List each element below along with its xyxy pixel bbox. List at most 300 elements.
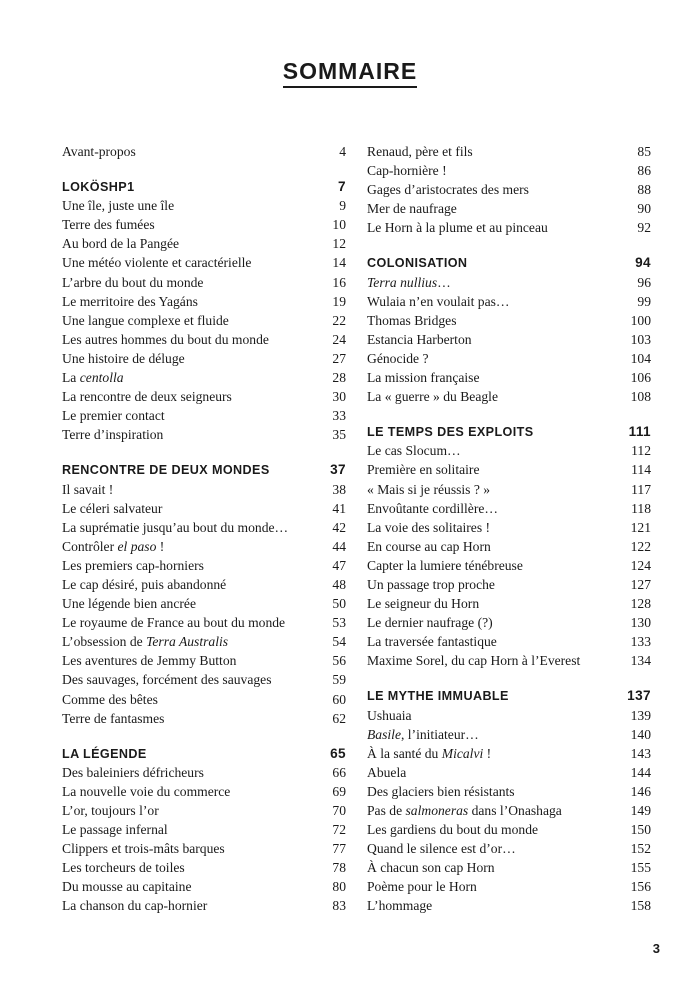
entry-title <box>367 782 515 801</box>
entry-title-part: Cap-hornière ! <box>367 163 447 179</box>
toc-entry <box>367 725 651 744</box>
entry-title <box>62 425 163 444</box>
page-ref: 137 <box>627 688 651 704</box>
toc-entry <box>62 518 346 537</box>
page-ref: 130 <box>630 615 651 631</box>
entry-title <box>367 820 538 839</box>
entry-title <box>367 142 473 161</box>
toc-entry <box>62 801 346 820</box>
entry-title-part: Pas de <box>367 803 406 818</box>
entry-title-part: À la santé du <box>367 745 442 761</box>
entry-title <box>367 556 523 575</box>
toc-entry <box>367 273 651 292</box>
page-ref: 92 <box>637 220 651 236</box>
entry-title <box>62 330 269 349</box>
toc-entry <box>62 709 346 728</box>
toc-entry <box>367 441 651 460</box>
entry-title <box>367 744 491 763</box>
entry-title-part: , l’initiateur… <box>400 726 479 742</box>
page-ref: 35 <box>332 427 346 443</box>
toc-entry <box>62 406 346 425</box>
toc-entry <box>367 330 651 349</box>
page-ref: 144 <box>630 764 651 780</box>
entry-title <box>62 537 164 556</box>
entry-title-part: Estancia Harberton <box>367 331 472 347</box>
entry-title-part: Le dernier naufrage (?) <box>367 615 493 631</box>
toc-entry <box>367 877 651 896</box>
toc-entry <box>62 349 346 368</box>
entry-title-part: À chacun son cap Horn <box>367 860 495 876</box>
entry-title-part: Avant-propos <box>62 144 136 159</box>
toc-left-column <box>62 142 346 916</box>
page-ref: 134 <box>630 653 651 669</box>
page-ref: 44 <box>332 538 346 554</box>
entry-title-part: Première en solitaire <box>367 462 480 478</box>
page-ref: 96 <box>637 274 651 290</box>
toc-entry <box>367 180 651 199</box>
page-ref: 77 <box>332 841 346 857</box>
toc-entry <box>62 142 346 161</box>
page-ref: 33 <box>332 408 346 424</box>
entry-title-part: LA LÉGENDE <box>62 746 147 761</box>
page-ref: 22 <box>332 312 346 328</box>
page-ref: 90 <box>637 201 651 217</box>
toc-entry <box>62 215 346 234</box>
toc-entry <box>62 670 346 689</box>
entry-title-part: Le cas Slocum… <box>367 443 461 459</box>
entry-title-part: Maxime Sorel, du cap Horn à l’Everest <box>367 653 581 669</box>
page-ref: 114 <box>631 462 651 478</box>
toc-entry <box>367 820 651 839</box>
page-ref: 4 <box>339 144 346 159</box>
toc-section-heading <box>367 422 651 441</box>
toc-entry <box>62 273 346 292</box>
page-ref: 41 <box>332 500 346 516</box>
page-ref: 106 <box>630 370 651 386</box>
page-ref: 112 <box>631 443 651 459</box>
toc-entry <box>367 199 651 218</box>
page-ref: 94 <box>635 255 651 271</box>
entry-title-part: Il savait ! <box>62 481 114 497</box>
toc-entry <box>62 330 346 349</box>
entry-title-part: L’hommage <box>367 898 433 914</box>
toc-entry <box>62 613 346 632</box>
toc-entry <box>62 763 346 782</box>
entry-title-part: Un passage trop proche <box>367 576 495 592</box>
toc-entry <box>62 839 346 858</box>
page-ref: 48 <box>332 576 346 592</box>
page-ref: 27 <box>332 350 346 366</box>
entry-title-part: Capter la lumiere ténébreuse <box>367 557 523 573</box>
entry-title-part: Des sauvages, forcément des sauvages <box>62 672 272 688</box>
toc-entry <box>367 801 651 820</box>
page-number: 3 <box>652 941 660 956</box>
toc-entry <box>367 292 651 311</box>
entry-title <box>367 480 490 499</box>
page-ref: 122 <box>630 538 651 554</box>
entry-title-part: Une île, juste une île <box>62 198 175 214</box>
entry-title <box>62 877 191 896</box>
entry-title-part: La suprématie jusqu’au bout du monde… <box>62 519 289 535</box>
entry-title-part: Thomas Bridges <box>367 312 457 328</box>
page-ref: 66 <box>332 764 346 780</box>
entry-title <box>367 349 429 368</box>
page-ref: 117 <box>631 481 651 497</box>
section-title <box>62 745 147 764</box>
page-ref: 16 <box>332 274 346 290</box>
entry-title-part: LE MYTHE IMMUABLE <box>367 689 509 704</box>
toc-entry <box>367 763 651 782</box>
toc-entry <box>367 218 651 237</box>
toc-entry <box>62 234 346 253</box>
entry-title <box>367 180 529 199</box>
entry-title-part: Génocide ? <box>367 350 429 366</box>
entry-title <box>367 311 456 330</box>
entry-title-part: La traversée fantastique <box>367 634 497 650</box>
entry-title <box>367 368 480 387</box>
entry-title-part: La mission française <box>367 370 480 386</box>
entry-title-part: « Mais si je réussis ? » <box>367 481 491 497</box>
entry-title <box>62 575 226 594</box>
entry-title-italic-part: Basile <box>367 726 401 742</box>
page-ref: 139 <box>630 707 651 723</box>
entry-title <box>62 215 155 234</box>
toc-entry <box>367 651 651 670</box>
entry-title <box>367 632 497 651</box>
entry-title <box>62 820 168 839</box>
entry-title <box>62 690 158 709</box>
toc-section-heading <box>62 744 346 763</box>
entry-title <box>367 218 548 237</box>
entry-title-part: Le premier contact <box>62 408 165 424</box>
toc-section-heading <box>62 460 346 479</box>
page-ref: 30 <box>332 389 346 405</box>
page-ref: 100 <box>630 312 651 328</box>
entry-title-part: L’arbre du bout du monde <box>62 274 204 290</box>
section-title <box>62 178 134 197</box>
page-ref: 42 <box>332 519 346 535</box>
section-title <box>62 461 270 480</box>
page-title <box>0 58 700 85</box>
toc-entry <box>367 480 651 499</box>
page-ref: 108 <box>630 389 651 405</box>
toc-entry <box>367 311 651 330</box>
page-ref: 133 <box>630 634 651 650</box>
entry-title-part: Wulaia n’en voulait pas… <box>367 293 510 309</box>
toc-entry <box>367 387 651 406</box>
toc-entry <box>367 460 651 479</box>
entry-title <box>62 406 165 425</box>
entry-title-part: La rencontre de deux seigneurs <box>62 389 232 405</box>
entry-title-part: La chanson du cap-hornier <box>62 898 208 914</box>
entry-title-part: En course au cap Horn <box>367 538 491 554</box>
entry-title-italic-part: el paso <box>117 538 157 554</box>
toc-entry <box>62 425 346 444</box>
entry-title <box>367 499 498 518</box>
entry-title-part: L’obsession de <box>62 634 147 650</box>
entry-title <box>367 330 472 349</box>
entry-title <box>62 556 204 575</box>
entry-title-part: La « guerre » du Beagle <box>367 389 498 405</box>
entry-title <box>62 632 228 651</box>
entry-title <box>62 858 185 877</box>
entry-title <box>367 575 495 594</box>
page-ref: 86 <box>637 163 651 179</box>
toc-section-heading <box>367 253 651 272</box>
entry-title <box>62 518 288 537</box>
toc-entry <box>367 556 651 575</box>
entry-title-part: LOKÖSHP1 <box>62 180 135 195</box>
entry-title-part: Terre des fumées <box>62 217 155 233</box>
toc-section-heading <box>62 177 346 196</box>
page-ref: 56 <box>332 653 346 669</box>
entry-title-part: Les premiers cap-horniers <box>62 557 204 573</box>
page-ref: 12 <box>332 236 346 252</box>
page-ref: 156 <box>630 879 651 895</box>
entry-title-part: Le royaume de France au bout du monde <box>62 615 286 631</box>
page-ref: 7 <box>338 179 346 195</box>
entry-title <box>62 292 198 311</box>
entry-title <box>62 349 185 368</box>
entry-title <box>62 651 236 670</box>
entry-title <box>367 839 516 858</box>
entry-title-part: Les autres hommes du bout du monde <box>62 331 269 347</box>
toc-entry <box>62 480 346 499</box>
entry-title-part: Des baleiniers défricheurs <box>62 764 204 780</box>
page-ref: 37 <box>330 462 346 478</box>
toc-entry <box>367 142 651 161</box>
page-ref: 88 <box>637 182 651 198</box>
section-title <box>367 254 467 273</box>
entry-title-part: Des glaciers bien résistants <box>367 783 515 799</box>
entry-title-part: Du mousse au capitaine <box>62 879 192 895</box>
toc-entry <box>62 292 346 311</box>
toc-entry <box>62 499 346 518</box>
entry-title <box>62 234 179 253</box>
entry-title-part: La <box>62 370 80 386</box>
page-ref: 14 <box>332 255 346 271</box>
page-ref: 72 <box>332 822 346 838</box>
toc-entry <box>62 196 346 215</box>
toc-entry <box>62 253 346 272</box>
entry-title-italic-part: Terra nullius <box>367 274 438 290</box>
toc-entry <box>62 556 346 575</box>
toc-entry <box>367 632 651 651</box>
page-ref: 104 <box>630 350 651 366</box>
toc-entry <box>367 706 651 725</box>
page-ref: 99 <box>637 293 651 309</box>
entry-title-part: Une langue complexe et fluide <box>62 312 229 328</box>
toc-entry <box>367 613 651 632</box>
entry-title <box>62 368 124 387</box>
entry-title-part: Une météo violente et caractérielle <box>62 255 252 271</box>
toc-entry <box>367 537 651 556</box>
entry-title-italic-part: salmoneras <box>405 803 469 818</box>
entry-title-part: Terre de fantasmes <box>62 710 165 726</box>
entry-title <box>367 387 498 406</box>
entry-title-part: Renaud, père et fils <box>367 144 473 159</box>
toc-entry <box>62 368 346 387</box>
entry-title-part: Clippers et trois-mâts barques <box>62 841 225 857</box>
entry-title-part: La nouvelle voie du commerce <box>62 783 231 799</box>
page-ref: 50 <box>332 596 346 612</box>
page-ref: 118 <box>631 500 651 516</box>
entry-title-italic-part: centolla <box>79 370 124 386</box>
page-ref: 47 <box>332 557 346 573</box>
entry-title <box>62 196 174 215</box>
page-ref: 65 <box>330 745 346 761</box>
entry-title <box>62 273 203 292</box>
toc-entry <box>62 896 346 915</box>
entry-title <box>367 763 406 782</box>
page-ref: 60 <box>332 691 346 707</box>
page-ref: 127 <box>630 576 651 592</box>
entry-title <box>62 499 162 518</box>
entry-title <box>367 441 461 460</box>
entry-title-part: Contrôler <box>62 538 118 554</box>
entry-title <box>62 594 196 613</box>
entry-title <box>62 480 113 499</box>
entry-title-part: Abuela <box>367 764 407 780</box>
entry-title-part: dans l’Onashaga <box>468 803 562 818</box>
toc-entry <box>367 839 651 858</box>
entry-title-part: RENCONTRE DE DEUX MONDES <box>62 463 270 478</box>
entry-title-part: Les aventures de Jemmy Button <box>62 653 237 669</box>
entry-title <box>62 709 164 728</box>
entry-title-part: ! <box>156 538 165 554</box>
page-ref: 121 <box>630 519 651 535</box>
page-ref: 150 <box>630 822 651 838</box>
entry-title-part: … <box>437 274 451 290</box>
page-ref: 24 <box>332 331 346 347</box>
entry-title-part: Le cap désiré, puis abandonné <box>62 576 227 592</box>
toc-right-column <box>367 142 651 916</box>
entry-title-part: Le Horn à la plume et au pinceau <box>367 220 548 236</box>
entry-title-part: Gages d’aristocrates des mers <box>367 182 529 198</box>
entry-title <box>62 801 159 820</box>
toc-entry <box>367 896 651 915</box>
toc-entry <box>62 651 346 670</box>
page-ref: 140 <box>630 726 651 742</box>
page-ref: 111 <box>628 424 651 440</box>
entry-title-part: Comme des bêtes <box>62 691 158 707</box>
section-title <box>367 423 534 442</box>
entry-title-part: Au bord de la Pangée <box>62 236 180 252</box>
entry-title <box>367 199 457 218</box>
page-ref: 155 <box>630 860 651 876</box>
entry-title <box>62 896 207 915</box>
page-ref: 80 <box>332 879 346 895</box>
entry-title-part: Poème pour le Horn <box>367 879 477 895</box>
page-ref: 53 <box>332 615 346 631</box>
entry-title-part: Mer de naufrage <box>367 201 457 217</box>
entry-title <box>367 858 495 877</box>
entry-title-part: Le passage infernal <box>62 822 168 838</box>
entry-title <box>62 311 229 330</box>
toc-entry <box>62 575 346 594</box>
entry-title-part: ! <box>483 745 492 761</box>
page-ref: 124 <box>630 557 651 573</box>
entry-title-part: Le seigneur du Horn <box>367 596 480 612</box>
entry-title-part: Une histoire de déluge <box>62 350 185 366</box>
entry-title <box>62 253 251 272</box>
entry-title-part: Une légende bien ancrée <box>62 596 196 612</box>
entry-title-part: Le céleri salvateur <box>62 500 163 516</box>
entry-title-part: Terre d’inspiration <box>62 427 164 443</box>
entry-title <box>367 273 451 292</box>
entry-title <box>62 763 204 782</box>
entry-title <box>367 613 493 632</box>
page-ref: 19 <box>332 293 346 309</box>
toc-entry <box>367 858 651 877</box>
section-title <box>367 687 509 706</box>
entry-title-italic-part: Terra Australis <box>146 634 229 650</box>
entry-title-italic-part: Micalvi <box>441 745 484 761</box>
page-ref: 9 <box>339 198 346 214</box>
toc-entry <box>62 594 346 613</box>
entry-title <box>367 706 412 725</box>
entry-title <box>62 839 225 858</box>
page-ref: 54 <box>332 634 346 650</box>
toc-entry <box>62 537 346 556</box>
toc-entry <box>62 690 346 709</box>
page-ref: 78 <box>332 860 346 876</box>
toc-entry <box>367 594 651 613</box>
entry-title <box>367 877 477 896</box>
entry-title-part: COLONISATION <box>367 256 468 271</box>
entry-title-part: Ushuaia <box>367 707 412 723</box>
entry-title <box>367 537 491 556</box>
toc-entry <box>367 368 651 387</box>
entry-title <box>367 161 447 180</box>
page-ref: 59 <box>332 672 346 688</box>
toc-entry <box>367 518 651 537</box>
page-ref: 103 <box>630 331 651 347</box>
page-ref: 149 <box>630 803 651 818</box>
entry-title <box>62 387 232 406</box>
toc-entry <box>62 311 346 330</box>
page-ref: 70 <box>332 803 346 818</box>
toc-entry <box>367 744 651 763</box>
toc-entry <box>62 387 346 406</box>
toc-entry <box>367 782 651 801</box>
entry-title-part: La voie des solitaires ! <box>367 519 491 535</box>
entry-title-part: LE TEMPS DES EXPLOITS <box>367 425 534 440</box>
toc-entry <box>367 499 651 518</box>
entry-title <box>367 801 562 820</box>
page-ref: 143 <box>630 745 651 761</box>
entry-title <box>367 896 432 915</box>
entry-title <box>367 460 479 479</box>
toc-entry <box>367 349 651 368</box>
entry-title-part: Envoûtante cordillère… <box>367 500 498 516</box>
page-ref: 152 <box>630 841 651 857</box>
entry-title <box>62 670 272 689</box>
entry-title <box>367 594 479 613</box>
entry-title <box>367 651 580 670</box>
page-ref: 85 <box>637 144 651 159</box>
entry-title-part: L’or, toujours l’or <box>62 803 159 818</box>
page-ref: 38 <box>332 481 346 497</box>
entry-title <box>367 725 479 744</box>
page-ref: 146 <box>630 783 651 799</box>
entry-title-part: Quand le silence est d’or… <box>367 841 516 857</box>
entry-title-part: Les gardiens du bout du monde <box>367 822 539 838</box>
toc-entry <box>62 820 346 839</box>
page-title-text: SOMMAIRE <box>283 58 418 88</box>
entry-title-part: Le merritoire des Yagáns <box>62 293 198 309</box>
page-ref: 62 <box>332 710 346 726</box>
